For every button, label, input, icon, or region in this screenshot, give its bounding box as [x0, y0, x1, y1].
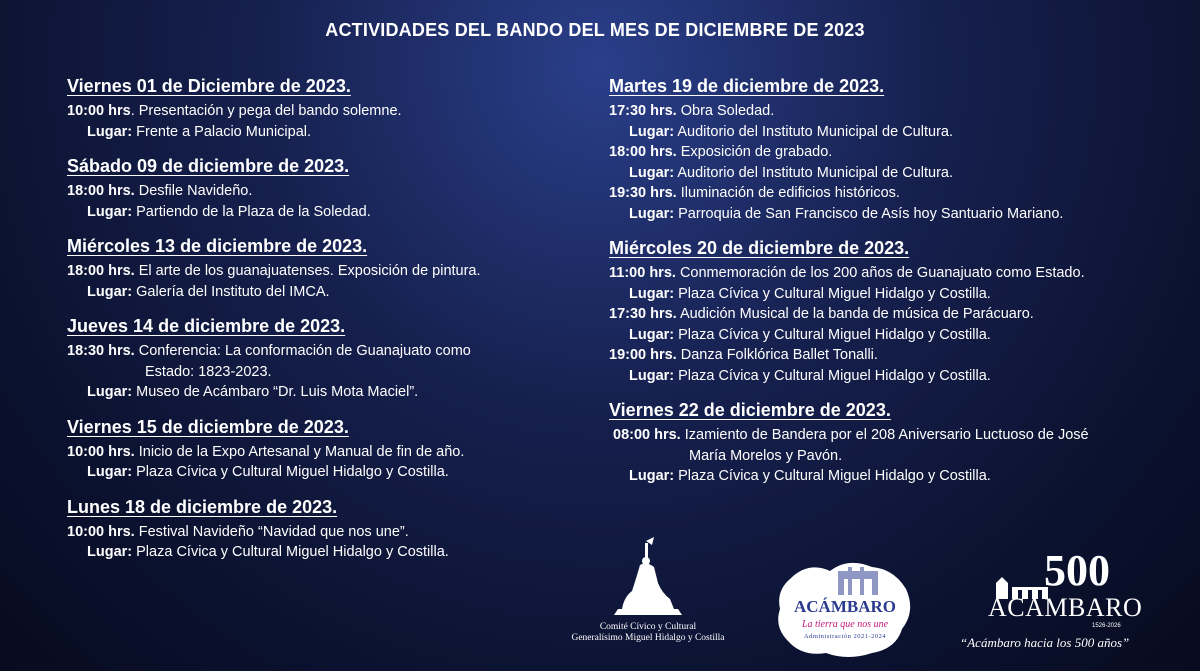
- activity-place: Lugar: Auditorio del Instituto Municipal de Cultura.: [629, 123, 953, 140]
- event-date: Viernes 15 de diciembre de 2023.: [67, 416, 349, 437]
- event-dec-13: [67, 236, 587, 302]
- activity-line: 19:00 hrs. Danza Folklórica Ballet Tonalli.: [609, 347, 878, 363]
- event-date: Miércoles 13 de diciembre de 2023.: [67, 236, 368, 256]
- activity-line: 08:00 hrs. Izamiento de Bandera por el 208 Aniversario Luctuoso de José: [613, 427, 1089, 443]
- comite-logo: [558, 535, 738, 647]
- activity-place: Lugar: Auditorio del Instituto Municipal de Cultura.: [629, 164, 953, 181]
- activity-line-continued: María Morelos y Pavón.: [689, 447, 843, 464]
- activity-line: 10:00 hrs. Inicio de la Expo Artesanal y Manual de fin de año.: [67, 443, 465, 460]
- right-column: [609, 76, 1169, 501]
- logos-area: [540, 535, 1200, 671]
- activity-line: 17:30 hrs. Obra Soledad.: [609, 103, 775, 119]
- comite-name-line2: Generalísimo Miguel Hidalgo y Costilla: [571, 633, 725, 643]
- event-date: Martes 19 de diciembre de 2023.: [609, 76, 885, 96]
- slogan: “Acámbaro hacia los 500 años”: [960, 635, 1130, 650]
- event-dec-20: [609, 238, 1169, 386]
- map-name: ACÁMBARO: [794, 597, 896, 616]
- map-tagline: La tierra que nos une: [801, 619, 889, 630]
- event-date: Jueves 14 de diciembre de 2023.: [67, 316, 346, 336]
- activity-place: Lugar: Museo de Acámbaro “Dr. Luis Mota Maciel”.: [87, 384, 419, 400]
- acambaro-500-logo: [950, 546, 1190, 659]
- activity-line: 18:00 hrs. Desfile Navideño.: [67, 183, 253, 199]
- activity-line: 19:30 hrs. Iluminación de edificios históricos.: [609, 185, 900, 201]
- activity-place: Lugar: Plaza Cívica y Cultural Miguel Hidalgo y Costilla.: [629, 367, 991, 384]
- brand-500: ACÁMBARO: [988, 593, 1143, 622]
- activity-place: Lugar: Plaza Cívica y Cultural Miguel Hidalgo y Costilla.: [87, 464, 449, 480]
- event-date: Lunes 18 de diciembre de 2023.: [67, 496, 338, 517]
- activity-place: Lugar: Frente a Palacio Municipal.: [87, 123, 312, 140]
- comite-name-line1: Comité Cívico y Cultural: [599, 622, 697, 632]
- event-dec-15: [67, 417, 587, 483]
- activity-line: 18:00 hrs. Exposición de grabado.: [609, 144, 833, 160]
- event-date: Viernes 01 de Diciembre de 2023.: [67, 76, 351, 96]
- activity-place: Lugar: Galería del Instituto del IMCA.: [87, 283, 330, 300]
- page-title: ACTIVIDADES DEL BANDO DEL MES DE DICIEMBRE DE 2023: [325, 20, 865, 40]
- event-dec-18: [67, 497, 587, 563]
- left-column: [67, 76, 587, 577]
- activity-line: 10:00 hrs. Presentación y pega del bando solemne.: [67, 103, 402, 119]
- activity-place: Lugar: Plaza Cívica y Cultural Miguel Hidalgo y Costilla.: [629, 468, 991, 484]
- activity-place: Lugar: Parroquia de San Francisco de Asís hoy Santuario Mariano.: [629, 205, 1064, 222]
- acambaro-map-logo: [768, 549, 918, 661]
- activity-line: 10:00 hrs. Festival Navideño “Navidad que nos une”.: [67, 523, 409, 540]
- years-500: 1526-2026: [1092, 623, 1121, 629]
- activity-place: Lugar: Partiendo de la Plaza de la Soledad.: [87, 203, 371, 220]
- activity-place: Lugar: Plaza Cívica y Cultural Miguel Hidalgo y Costilla.: [629, 285, 991, 302]
- event-dec-19: [609, 76, 1169, 224]
- activity-line: 11:00 hrs. Conmemoración de los 200 años de Guanajuato como Estado.: [609, 265, 1085, 281]
- activity-place: Lugar: Plaza Cívica y Cultural Miguel Hidalgo y Costilla.: [87, 544, 449, 560]
- activity-line: 18:30 hrs. Conferencia: La conformación de Guanajuato como: [67, 343, 471, 359]
- activity-place: Lugar: Plaza Cívica y Cultural Miguel Hidalgo y Costilla.: [629, 326, 991, 343]
- event-dec-01: [67, 76, 587, 142]
- event-date: Sábado 09 de diciembre de 2023.: [67, 156, 350, 176]
- hidalgo-statue-icon: [558, 535, 738, 617]
- event-dec-22: [609, 400, 1169, 487]
- activity-line: 18:00 hrs. El arte de los guanajuatenses. Exposición de pintura.: [67, 263, 481, 279]
- event-dec-14: [67, 316, 587, 403]
- map-admin: Administración 2021-2024: [803, 633, 887, 640]
- event-date: Miércoles 20 de diciembre de 2023.: [609, 238, 910, 258]
- event-date: Viernes 22 de diciembre de 2023.: [609, 400, 891, 420]
- activity-line-continued: Estado: 1823-2023.: [145, 363, 272, 380]
- activity-line: 17:30 hrs. Audición Musical de la banda de música de Parácuaro.: [609, 306, 1034, 322]
- event-dec-09: [67, 156, 587, 222]
- number-500: 500: [1044, 546, 1110, 595]
